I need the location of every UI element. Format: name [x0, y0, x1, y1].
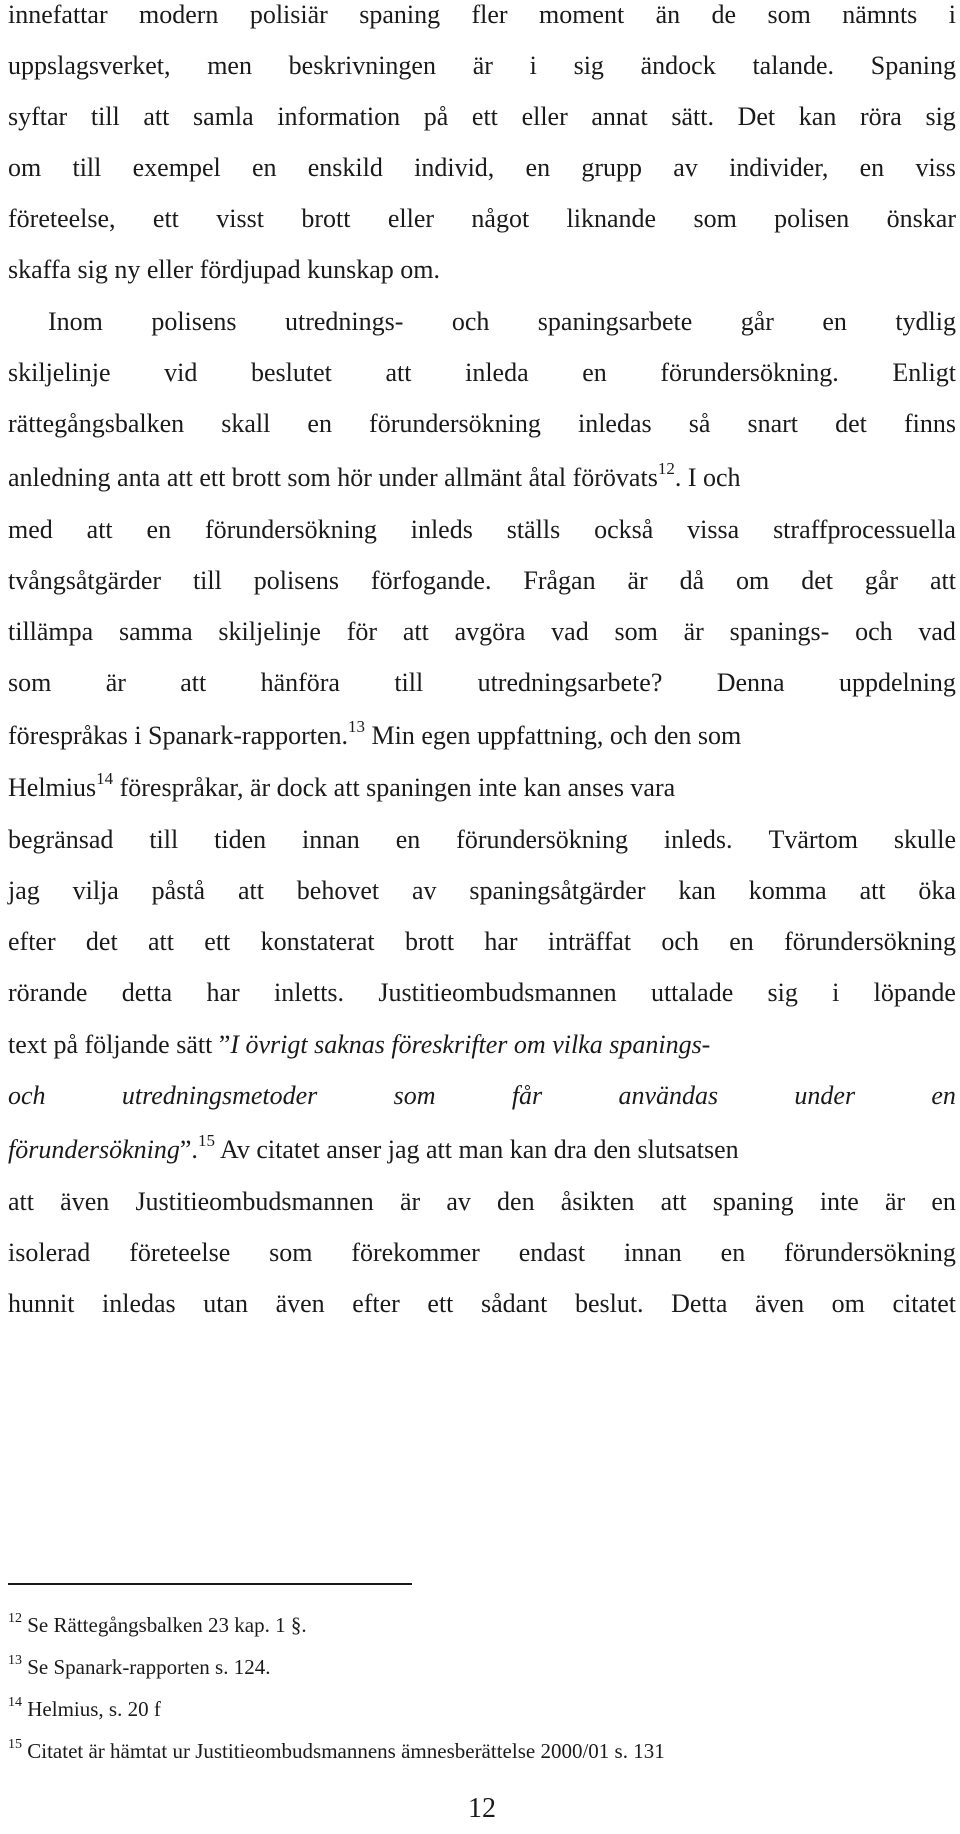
word: visst	[216, 204, 264, 233]
word: hänföra	[260, 668, 340, 697]
word: fler	[471, 0, 508, 29]
word: vad	[918, 617, 956, 646]
word: som	[614, 617, 658, 646]
word: även	[755, 1289, 805, 1318]
word: samma	[118, 617, 193, 646]
word: kan	[798, 102, 837, 131]
word: eller	[521, 102, 568, 131]
word: om	[831, 1289, 865, 1318]
word: modern	[139, 0, 219, 29]
word: att	[402, 617, 429, 646]
word: nämnts	[842, 0, 918, 29]
word: att	[929, 566, 956, 595]
word: brott	[404, 927, 455, 956]
line-10-text: anledning anta att ett brott som hör under allmänt åtal förövats	[8, 463, 658, 492]
word: straffprocessuella	[773, 515, 956, 544]
word: skulle	[893, 825, 956, 854]
word: exempel	[132, 153, 221, 182]
word: förfogande.	[370, 566, 492, 595]
body-line-5	[8, 199, 956, 239]
word: att	[859, 876, 886, 905]
word: Justitieombudsmannen	[135, 1187, 374, 1216]
body-line-7	[48, 302, 956, 342]
word: åsikten	[560, 1187, 635, 1216]
word: sig	[925, 102, 956, 131]
word: syftar	[8, 102, 68, 131]
word: uppslagsverket,	[8, 51, 171, 80]
body-line-22	[8, 1076, 956, 1116]
word: önskar	[886, 204, 956, 233]
word: då	[679, 566, 705, 595]
word: polisiär	[249, 0, 328, 29]
word: hunnit	[8, 1289, 75, 1318]
word: Enligt	[892, 358, 956, 387]
word: som	[693, 204, 737, 233]
word: öka	[918, 876, 956, 905]
word: de	[711, 0, 737, 29]
word: Inom	[48, 307, 103, 336]
word: rörande	[8, 978, 88, 1007]
word: för	[346, 617, 378, 646]
word: som	[269, 1238, 313, 1267]
word: rättegångsbalken	[8, 409, 185, 438]
word: att	[8, 1187, 34, 1216]
word: om	[736, 566, 770, 595]
word: individer,	[729, 153, 829, 182]
body-line-11	[8, 510, 956, 550]
word: brott	[301, 204, 351, 233]
word: ett	[471, 102, 498, 131]
body-line-10	[8, 458, 741, 498]
footnote-num-14: 14	[8, 1695, 22, 1710]
word: information	[277, 102, 401, 131]
body-line-20	[8, 973, 956, 1013]
body-line-8	[8, 353, 956, 393]
word: spaning	[712, 1187, 794, 1216]
quote-close: ”.	[179, 1135, 198, 1164]
footnote-text-13: Se Spanark-rapporten s. 124.	[22, 1655, 271, 1679]
line-15-text: förespråkas i Spanark-rapporten.	[8, 721, 349, 750]
word: företeelse,	[8, 204, 116, 233]
word: som	[767, 0, 811, 29]
word: som	[8, 668, 52, 697]
body-line-1	[8, 0, 956, 35]
word: den	[497, 1187, 535, 1216]
body-line-26	[8, 1284, 956, 1324]
word: är	[472, 51, 493, 80]
footnote-ref-12[interactable]: 12	[657, 459, 675, 478]
word: och	[855, 617, 893, 646]
word: förundersökning	[369, 409, 541, 438]
footnote-ref-15[interactable]: 15	[197, 1131, 215, 1150]
word: av	[673, 153, 698, 182]
word: företeelse	[129, 1238, 231, 1267]
word: individ,	[414, 153, 495, 182]
word: inleds.	[663, 825, 733, 854]
word: vissa	[687, 515, 740, 544]
word: Tvärtom	[768, 825, 858, 854]
word: spaning	[359, 0, 441, 29]
word: som	[393, 1081, 436, 1110]
word: sådant	[480, 1289, 548, 1318]
word: sig	[767, 978, 798, 1007]
word: en	[729, 927, 754, 956]
word: inte	[819, 1187, 859, 1216]
word: en	[931, 1081, 956, 1110]
word: ett	[427, 1289, 454, 1318]
body-line-3	[8, 97, 956, 137]
word: inleda	[465, 358, 529, 387]
word: av	[411, 876, 437, 905]
word: utrednings-	[284, 307, 404, 336]
word: och	[661, 927, 699, 956]
word: en	[582, 358, 607, 387]
word: men	[207, 51, 252, 80]
word: en	[307, 409, 332, 438]
word: ställs	[506, 515, 561, 544]
word: är	[683, 617, 704, 646]
quote-start: I övrigt saknas föreskrifter om vilka spanings-	[230, 1030, 711, 1059]
word: skiljelinje	[218, 617, 321, 646]
word: en	[931, 1187, 956, 1216]
word: utan	[203, 1289, 248, 1318]
word: det	[85, 927, 118, 956]
word: en	[251, 153, 277, 182]
word: utredningsmetoder	[121, 1081, 318, 1110]
quote-end: förundersökning	[8, 1135, 180, 1164]
word: förundersökning	[784, 927, 956, 956]
word: får	[511, 1081, 543, 1110]
word: Justitieombudsmannen	[378, 978, 617, 1007]
body-line-9	[8, 404, 956, 444]
word: det	[835, 409, 867, 438]
body-line-2	[8, 46, 956, 86]
word: till	[192, 566, 222, 595]
body-line-18	[8, 871, 956, 911]
word: talande.	[752, 51, 835, 80]
word: skall	[221, 409, 271, 438]
body-line-4	[8, 148, 956, 188]
word: har	[206, 978, 240, 1007]
word: efter	[8, 927, 56, 956]
word: än	[655, 0, 681, 29]
word: till	[149, 825, 179, 854]
word: att	[86, 515, 113, 544]
word: en	[822, 307, 847, 336]
word: i	[832, 978, 840, 1007]
word: löpande	[873, 978, 956, 1007]
word: användas	[618, 1081, 719, 1110]
word: spaningsåtgärder	[469, 876, 646, 905]
word: att	[180, 668, 207, 697]
line-23-tail: Av citatet anser jag att man kan dra den slutsatsen	[214, 1135, 739, 1164]
footnote-12	[8, 1610, 307, 1640]
footnote-15	[8, 1736, 665, 1766]
word: så	[688, 409, 711, 438]
word: endast	[518, 1238, 586, 1267]
word: kan	[678, 876, 716, 905]
word: med	[8, 515, 53, 544]
word: förundersökning.	[660, 358, 839, 387]
word: under	[794, 1081, 856, 1110]
word: beskrivningen	[288, 51, 436, 80]
word: beslut.	[574, 1289, 644, 1318]
word: tvångsåtgärder	[8, 566, 162, 595]
word: vid	[164, 358, 198, 387]
word: röra	[859, 102, 902, 131]
word: spanings-	[729, 617, 830, 646]
word: isolerad	[8, 1238, 91, 1267]
word: en	[859, 153, 885, 182]
body-line-12	[8, 561, 956, 601]
word: vad	[551, 617, 589, 646]
word: förundersökning	[456, 825, 629, 854]
body-line-21	[8, 1025, 710, 1065]
word: vilja	[72, 876, 119, 905]
word: enskild	[307, 153, 383, 182]
word: komma	[748, 876, 827, 905]
word: förundersökning	[204, 515, 377, 544]
word: har	[484, 927, 518, 956]
word: och	[8, 1081, 46, 1110]
word: inledas	[577, 409, 652, 438]
word: spaningsarbete	[537, 307, 693, 336]
line-15-tail: Min egen uppfattning, och den som	[365, 721, 742, 750]
word: att	[147, 927, 174, 956]
word: polisen	[774, 204, 850, 233]
word: sätt.	[671, 102, 714, 131]
word: sig	[573, 51, 604, 80]
word: skiljelinje	[8, 358, 111, 387]
footnote-text-14: Helmius, s. 20 f	[22, 1697, 161, 1721]
body-line-16	[8, 768, 675, 808]
word: citatet	[892, 1289, 956, 1318]
word: Det	[737, 102, 776, 131]
word: grupp	[581, 153, 643, 182]
word: ändock	[640, 51, 716, 80]
word: det	[801, 566, 833, 595]
word: är	[884, 1187, 906, 1216]
line-16-tail: förespråkar, är dock att spaningen inte kan anses vara	[113, 773, 676, 802]
footnote-text-15: Citatet är hämtat ur Justitieombudsmannens ämnesberättelse 2000/01 s. 131	[22, 1739, 665, 1763]
word: är	[627, 566, 648, 595]
word: annat	[591, 102, 648, 131]
body-line-14	[8, 663, 956, 703]
body-line-17	[8, 820, 956, 860]
body-line-15	[8, 716, 741, 756]
word: till	[72, 153, 102, 182]
word: att	[660, 1187, 687, 1216]
word: i	[948, 0, 956, 29]
word: beslutet	[251, 358, 332, 387]
word: behovet	[296, 876, 380, 905]
word: en	[720, 1238, 746, 1267]
word: på	[423, 102, 449, 131]
word: till	[394, 668, 424, 697]
word: inledas	[102, 1289, 176, 1318]
word: jag	[8, 876, 40, 905]
footnote-13	[8, 1652, 270, 1682]
word: polisens	[253, 566, 339, 595]
body-line-23	[8, 1130, 739, 1170]
word: polisens	[151, 307, 237, 336]
word: till	[90, 102, 120, 131]
word: något	[471, 204, 530, 233]
word: att	[143, 102, 170, 131]
word: Detta	[671, 1289, 728, 1318]
word: påstå	[151, 876, 206, 905]
word: moment	[538, 0, 625, 29]
word: efter	[352, 1289, 400, 1318]
word: samla	[193, 102, 254, 131]
word: är	[399, 1187, 421, 1216]
word: avgöra	[454, 617, 526, 646]
word: förundersökning	[784, 1238, 956, 1267]
word: inletts.	[273, 978, 345, 1007]
word: även	[60, 1187, 110, 1216]
word: konstaterat	[260, 927, 375, 956]
line-10-tail: . I och	[674, 463, 741, 492]
word: inleds	[410, 515, 473, 544]
word: ett	[204, 927, 231, 956]
word: snart	[747, 409, 799, 438]
page-number: 12	[468, 1793, 496, 1824]
word: liknande	[566, 204, 657, 233]
word: en	[146, 515, 172, 544]
word: att	[385, 358, 412, 387]
body-line-6: skaffa sig ny eller fördjupad kunskap om.	[8, 255, 441, 284]
word: om	[8, 153, 42, 182]
word: i	[529, 51, 537, 80]
word: Denna	[716, 668, 785, 697]
word: Spaning	[870, 51, 956, 80]
word: uttalade	[650, 978, 734, 1007]
word: en	[525, 153, 551, 182]
word: av	[446, 1187, 471, 1216]
footnote-text-12: Se Rättegångsbalken 23 kap. 1 §.	[22, 1613, 307, 1637]
body-line-24	[8, 1182, 956, 1222]
footnote-separator	[8, 1583, 412, 1585]
word: går	[740, 307, 774, 336]
word: begränsad	[8, 825, 114, 854]
word: utredningsarbete?	[477, 668, 663, 697]
footnote-num-12: 12	[8, 1611, 22, 1626]
footnote-num-13: 13	[8, 1653, 22, 1668]
word: uppdelning	[838, 668, 956, 697]
word: detta	[121, 978, 173, 1007]
footnote-14	[8, 1694, 161, 1724]
word: innan	[624, 1238, 682, 1267]
footnote-ref-13[interactable]: 13	[348, 717, 366, 736]
word: viss	[915, 153, 956, 182]
word: förekommer	[351, 1238, 480, 1267]
word: att	[237, 876, 264, 905]
word: tillämpa	[8, 617, 94, 646]
word: inträffat	[547, 927, 632, 956]
word: innan	[302, 825, 360, 854]
line-16-text: Helmius	[8, 773, 97, 802]
word: finns	[903, 409, 956, 438]
word: tydlig	[895, 307, 956, 336]
body-line-13	[8, 612, 956, 652]
word: en	[395, 825, 421, 854]
footnote-ref-14[interactable]: 14	[96, 769, 114, 788]
word: innefattar	[8, 0, 108, 29]
line-21-text: text på följande sätt ”	[8, 1030, 231, 1059]
word: också	[594, 515, 654, 544]
footnote-num-15: 15	[8, 1737, 22, 1752]
document-page	[8, 0, 956, 1834]
word: är	[105, 668, 126, 697]
word: även	[275, 1289, 325, 1318]
body-line-25	[8, 1233, 956, 1273]
word: eller	[387, 204, 435, 233]
word: går	[864, 566, 899, 595]
body-line-19	[8, 922, 956, 962]
word: ett	[152, 204, 179, 233]
word: Frågan	[523, 566, 596, 595]
word: och	[451, 307, 490, 336]
word: tiden	[214, 825, 267, 854]
